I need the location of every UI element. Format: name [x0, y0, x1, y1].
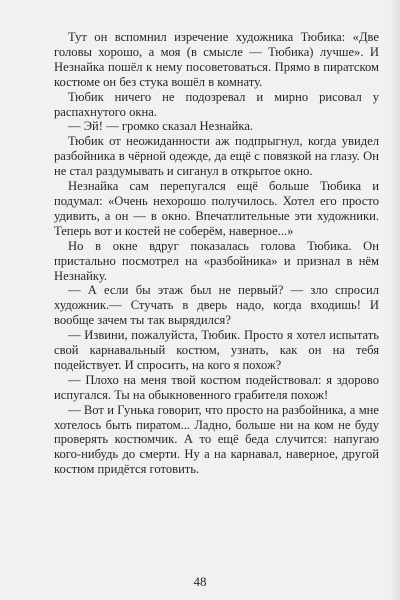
paragraph: Тюбик от неожиданности аж подпрыгнул, когда увидел разбойника в чёрной одежде, да ещё с повязкой на глазу. Он не стал раздумывать и сиганул в открытое окно. — [54, 134, 379, 179]
paragraph: — А если бы этаж был не первый? — зло спросил художник.— Стучать в дверь надо, когда входишь! И вообще зачем ты так вырядился? — [54, 283, 379, 328]
paragraph: — Вот и Гунька говорит, что просто на разбойника, а мне хотелось быть пиратом... Ладно, больше ни на ком не буду проверять костюмчик. А то ещё беда случится: напугаю кого-нибудь до смерти. Ну а на карнавал, наверное, другой костюм придётся готовить. — [54, 402, 379, 477]
paragraph: — Извини, пожалуйста, Тюбик. Просто я хотел испытать свой карнавальный костюм, узнать, как он на тебя подействует. И спросить, на кого я похож? — [54, 328, 379, 372]
paragraph: Но в окне вдруг показалась голова Тюбика. Он пристально посмотрел на «разбойника» и признал в нём Незнайку. — [54, 238, 379, 283]
page-edge-shadow — [390, 0, 400, 600]
paragraph: Незнайка сам перепугался ещё больше Тюбика и подумал: «Очень нехорошо получилось. Хотел его просто удивить, а он — в окно. Впечатлительные эти художники. Теперь вот и костей не соберём, наверное...» — [54, 179, 379, 238]
paragraph: — Плохо на меня твой костюм подействовал: я здорово испугался. Ты на обыкновенного грабителя похож! — [54, 372, 379, 402]
body-text — [54, 30, 379, 477]
paragraph: Тюбик ничего не подозревал и мирно рисовал у распахнутого окна. — [54, 89, 379, 119]
paragraph: Тут он вспомнил изречение художника Тюбика: «Две головы хорошо, а моя (в смысле — Тюбика) лучше». И Незнайка пошёл к нему посоветоваться. Прямо в пиратском костюме он без стука вошёл в комнату. — [54, 30, 379, 89]
page-number: 48 — [193, 574, 207, 589]
paragraph: — Эй! — громко сказал Незнайка. — [68, 119, 254, 134]
